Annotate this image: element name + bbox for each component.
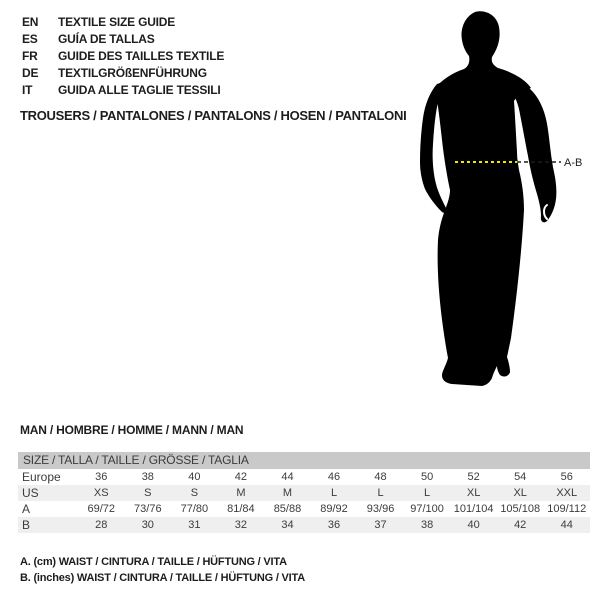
row-label: B <box>22 518 31 532</box>
measurement-notes <box>20 554 305 586</box>
size-cell: 77/80 <box>180 503 209 515</box>
table-row-europe <box>18 469 590 485</box>
row-label: US <box>22 486 39 500</box>
size-cell: 97/100 <box>410 503 444 515</box>
size-cell: L <box>377 487 384 499</box>
size-cell: 105/108 <box>500 503 541 515</box>
lang-label-de: TEXTILGRÖßENFÜHRUNG <box>58 66 207 80</box>
lang-label-it: GUIDA ALLE TAGLIE TESSILI <box>58 83 221 97</box>
size-cell: 30 <box>141 519 154 531</box>
size-cell: S <box>144 487 152 499</box>
size-cell: 28 <box>95 519 108 531</box>
size-cell: L <box>424 487 431 499</box>
size-cell: 50 <box>420 471 434 483</box>
size-cell: 89/92 <box>320 503 348 515</box>
size-cell: XL <box>513 487 527 499</box>
lang-label-es: GUÍA DE TALLAS <box>58 32 155 46</box>
row-label: Europe <box>22 470 61 484</box>
lang-code-en: EN <box>22 15 39 29</box>
size-cell: 56 <box>560 471 573 483</box>
man-section-title: MAN / HOMBRE / HOMME / MANN / MAN <box>20 423 244 437</box>
size-cell: 73/76 <box>134 503 162 515</box>
size-cell: XS <box>93 487 109 499</box>
size-cell: 42 <box>234 471 248 483</box>
table-row-us <box>18 485 590 501</box>
lang-code-de: DE <box>22 66 39 80</box>
size-cell: 37 <box>374 519 387 531</box>
lang-code-it: IT <box>22 83 33 97</box>
size-cell: 42 <box>514 519 527 531</box>
size-table-header: SIZE / TALLA / TAILLE / GRÖSSE / TAGLIA <box>18 452 590 469</box>
size-cell: 31 <box>188 519 201 531</box>
size-cell: 32 <box>234 519 248 531</box>
size-cell: S <box>190 487 199 499</box>
table-row-b-inches <box>18 517 590 533</box>
size-cell: 40 <box>188 471 201 483</box>
size-cell: 38 <box>141 471 154 483</box>
size-cell: 85/88 <box>273 503 302 515</box>
language-title-block <box>22 14 224 99</box>
size-cell: 109/112 <box>547 503 587 515</box>
row-label: A <box>22 502 31 516</box>
table-row-a-cm <box>18 501 590 517</box>
size-cell: 44 <box>560 519 573 531</box>
size-cell: 54 <box>514 471 527 483</box>
measure-label-ab: A-B <box>564 157 583 169</box>
note-a-cm: A. (cm) WAIST / CINTURA / TAILLE / HÜFTUNG / VITA <box>20 556 287 568</box>
size-cell: M <box>236 487 246 499</box>
size-cell: L <box>330 487 338 499</box>
size-cell: XXL <box>556 487 578 499</box>
size-cell: 52 <box>467 471 480 483</box>
size-cell: 38 <box>420 519 434 531</box>
size-cell: 48 <box>374 471 387 483</box>
man-silhouette-figure <box>390 0 600 420</box>
size-cell: 101/104 <box>453 503 494 515</box>
size-cell: 36 <box>327 519 341 531</box>
lang-code-fr: FR <box>22 49 38 63</box>
size-cell: 46 <box>327 471 341 483</box>
lang-label-fr: GUIDE DES TAILLES TEXTILE <box>58 49 225 63</box>
lang-label-en: TEXTILE SIZE GUIDE <box>58 15 176 29</box>
garment-category-title: TROUSERS / PANTALONES / PANTALONS / HOSEN / PANTALONI <box>20 108 407 123</box>
size-cell: 34 <box>281 519 294 531</box>
size-table <box>18 452 590 533</box>
lang-code-es: ES <box>22 32 38 46</box>
size-cell: 81/84 <box>227 503 255 515</box>
silhouette-body <box>435 11 531 386</box>
size-cell: 40 <box>467 519 480 531</box>
size-cell: XL <box>466 487 481 499</box>
size-cell: 44 <box>281 471 294 483</box>
size-cell: 36 <box>95 471 108 483</box>
note-b-inches: B. (inches) WAIST / CINTURA / TAILLE / HÜFTUNG / VITA <box>20 572 305 584</box>
size-cell: M <box>282 487 293 499</box>
size-cell: 69/72 <box>87 503 116 515</box>
size-cell: 93/96 <box>366 503 395 515</box>
